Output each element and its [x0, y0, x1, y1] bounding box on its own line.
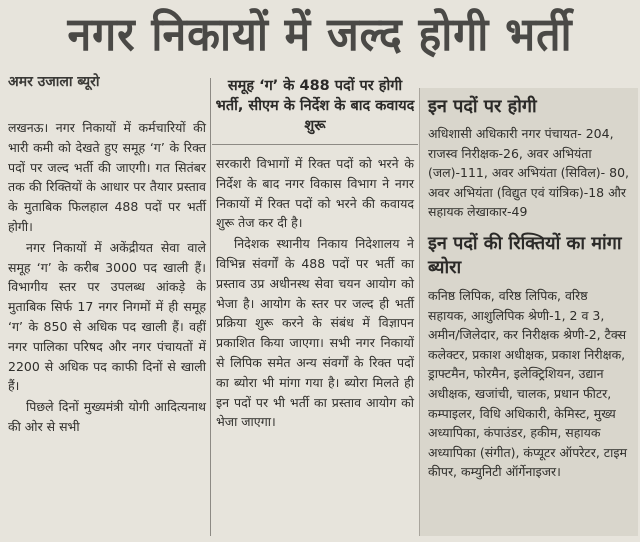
byline: अमर उजाला ब्यूरो	[8, 74, 100, 90]
box-list-vacancies: कनिष्ठ लिपिक, वरिष्ठ लिपिक, वरिष्ठ सहायक, आशुलिपिक श्रेणी-1, 2 व 3, अमीन/जिलेदार, कर निरीक्षक श्रेणी-2, टैक्स कलेक्टर, प्रकाश अधीक्षक, प्रकाश निरीक्षक, ड्राफ्टमैन, फोरमैन, इलेक्ट्रिशियन, उद्यान अधीक्षक, खजांची, चालक, प्रधान फीटर, कम्पाइलर, विधि अधिकारी, केमिस्ट, मुख्य अध्यापिका, कंपाउंडर, हकीम, सहायक अध्यापिका (संगीत), कंप्यूटर ऑपरेटर, टाइम कीपर, कम्युनिटी ऑर्गेनाइजर।	[428, 287, 627, 480]
box-heading-vacancies: इन पदों की रिक्तियों का मांगा ब्योरा	[428, 232, 622, 278]
subheadline-underline	[212, 144, 418, 145]
column-two-paragraph: सरकारी विभागों में रिक्त पदों को भरने के निर्देश के बाद नगर विकास विभाग ने नगर निकायों में रिक्त पदों को भरने की कवायद शुरू तेज कर दी है।	[216, 156, 414, 231]
headline: नगर निकायों में जल्द होगी भर्ती	[67, 7, 573, 61]
posts-info-box	[419, 88, 638, 536]
box-list-posts: अधिशासी अधिकारी नगर पंचायत- 204, राजस्व निरीक्षक-26, अवर अभियंता (जल)-111, अवर अभियंता (सिविल)- 80, अवर अभियंता (विद्युत एवं यांत्रिक)-18 और सहायक लेखाकार-49	[428, 126, 630, 220]
column-one-paragraph: पिछले दिनों मुख्यमंत्री योगी आदित्यनाथ की ओर से सभी	[8, 399, 206, 434]
column-one-paragraph: लखनऊ। नगर निकायों में कर्मचारियों की भारी कमी को देखते हुए समूह ‘ग’ के रिक्त पदों पर जल्द भर्ती की जाएगी। गत सितंबर तक की रिक्तियों के आधार पर तैयार प्रस्ताव के मुताबिक फिलहाल 488 पदों पर भर्ती होगी।	[8, 120, 206, 234]
column-divider-left	[210, 78, 211, 536]
box-heading-posts: इन पदों पर होगी	[428, 96, 537, 117]
column-one	[8, 118, 206, 437]
column-one-paragraph: नगर निकायों में अकेंद्रीयत सेवा वाले समूह ‘ग’ के करीब 3000 पद खाली हैं। विभागीय स्तर पर उपलब्ध आंकड़े के मुताबिक सिर्फ 17 नगर निगमों में ही समूह ‘ग’ के 850 से अधिक पद खाली हैं। वहीं नगर पालिका परिषद और नगर पंचायतों में 2200 से अधिक पद काफी दिनों से खाली हैं।	[8, 239, 206, 394]
subheadline: समूह ‘ग’ के 488 पदों पर होगी भर्ती, सीएम के निर्देश के बाद कवायद शुरू	[215, 78, 415, 134]
column-two-paragraph: निदेशक स्थानीय निकाय निदेशालय ने विभिन्न संवर्गों के 488 पदों पर भर्ती का प्रस्ताव उप्र अधीनस्थ सेवा चयन आयोग को भेजा है। आयोग के स्तर पर जल्द ही भर्ती प्रक्रिया शुरू करने के संबंध में विज्ञापन प्रकाशित किया जाएगा। सभी नगर निकायों से लिपिक समेत अन्य संवर्गों के रिक्त पदों का ब्योरा भी मांगा गया है। ब्योरा मिलते ही इन पदों पर भी भर्ती का प्रस्ताव आयोग को भेजा जाएगा।	[216, 236, 414, 430]
column-two	[216, 154, 414, 432]
